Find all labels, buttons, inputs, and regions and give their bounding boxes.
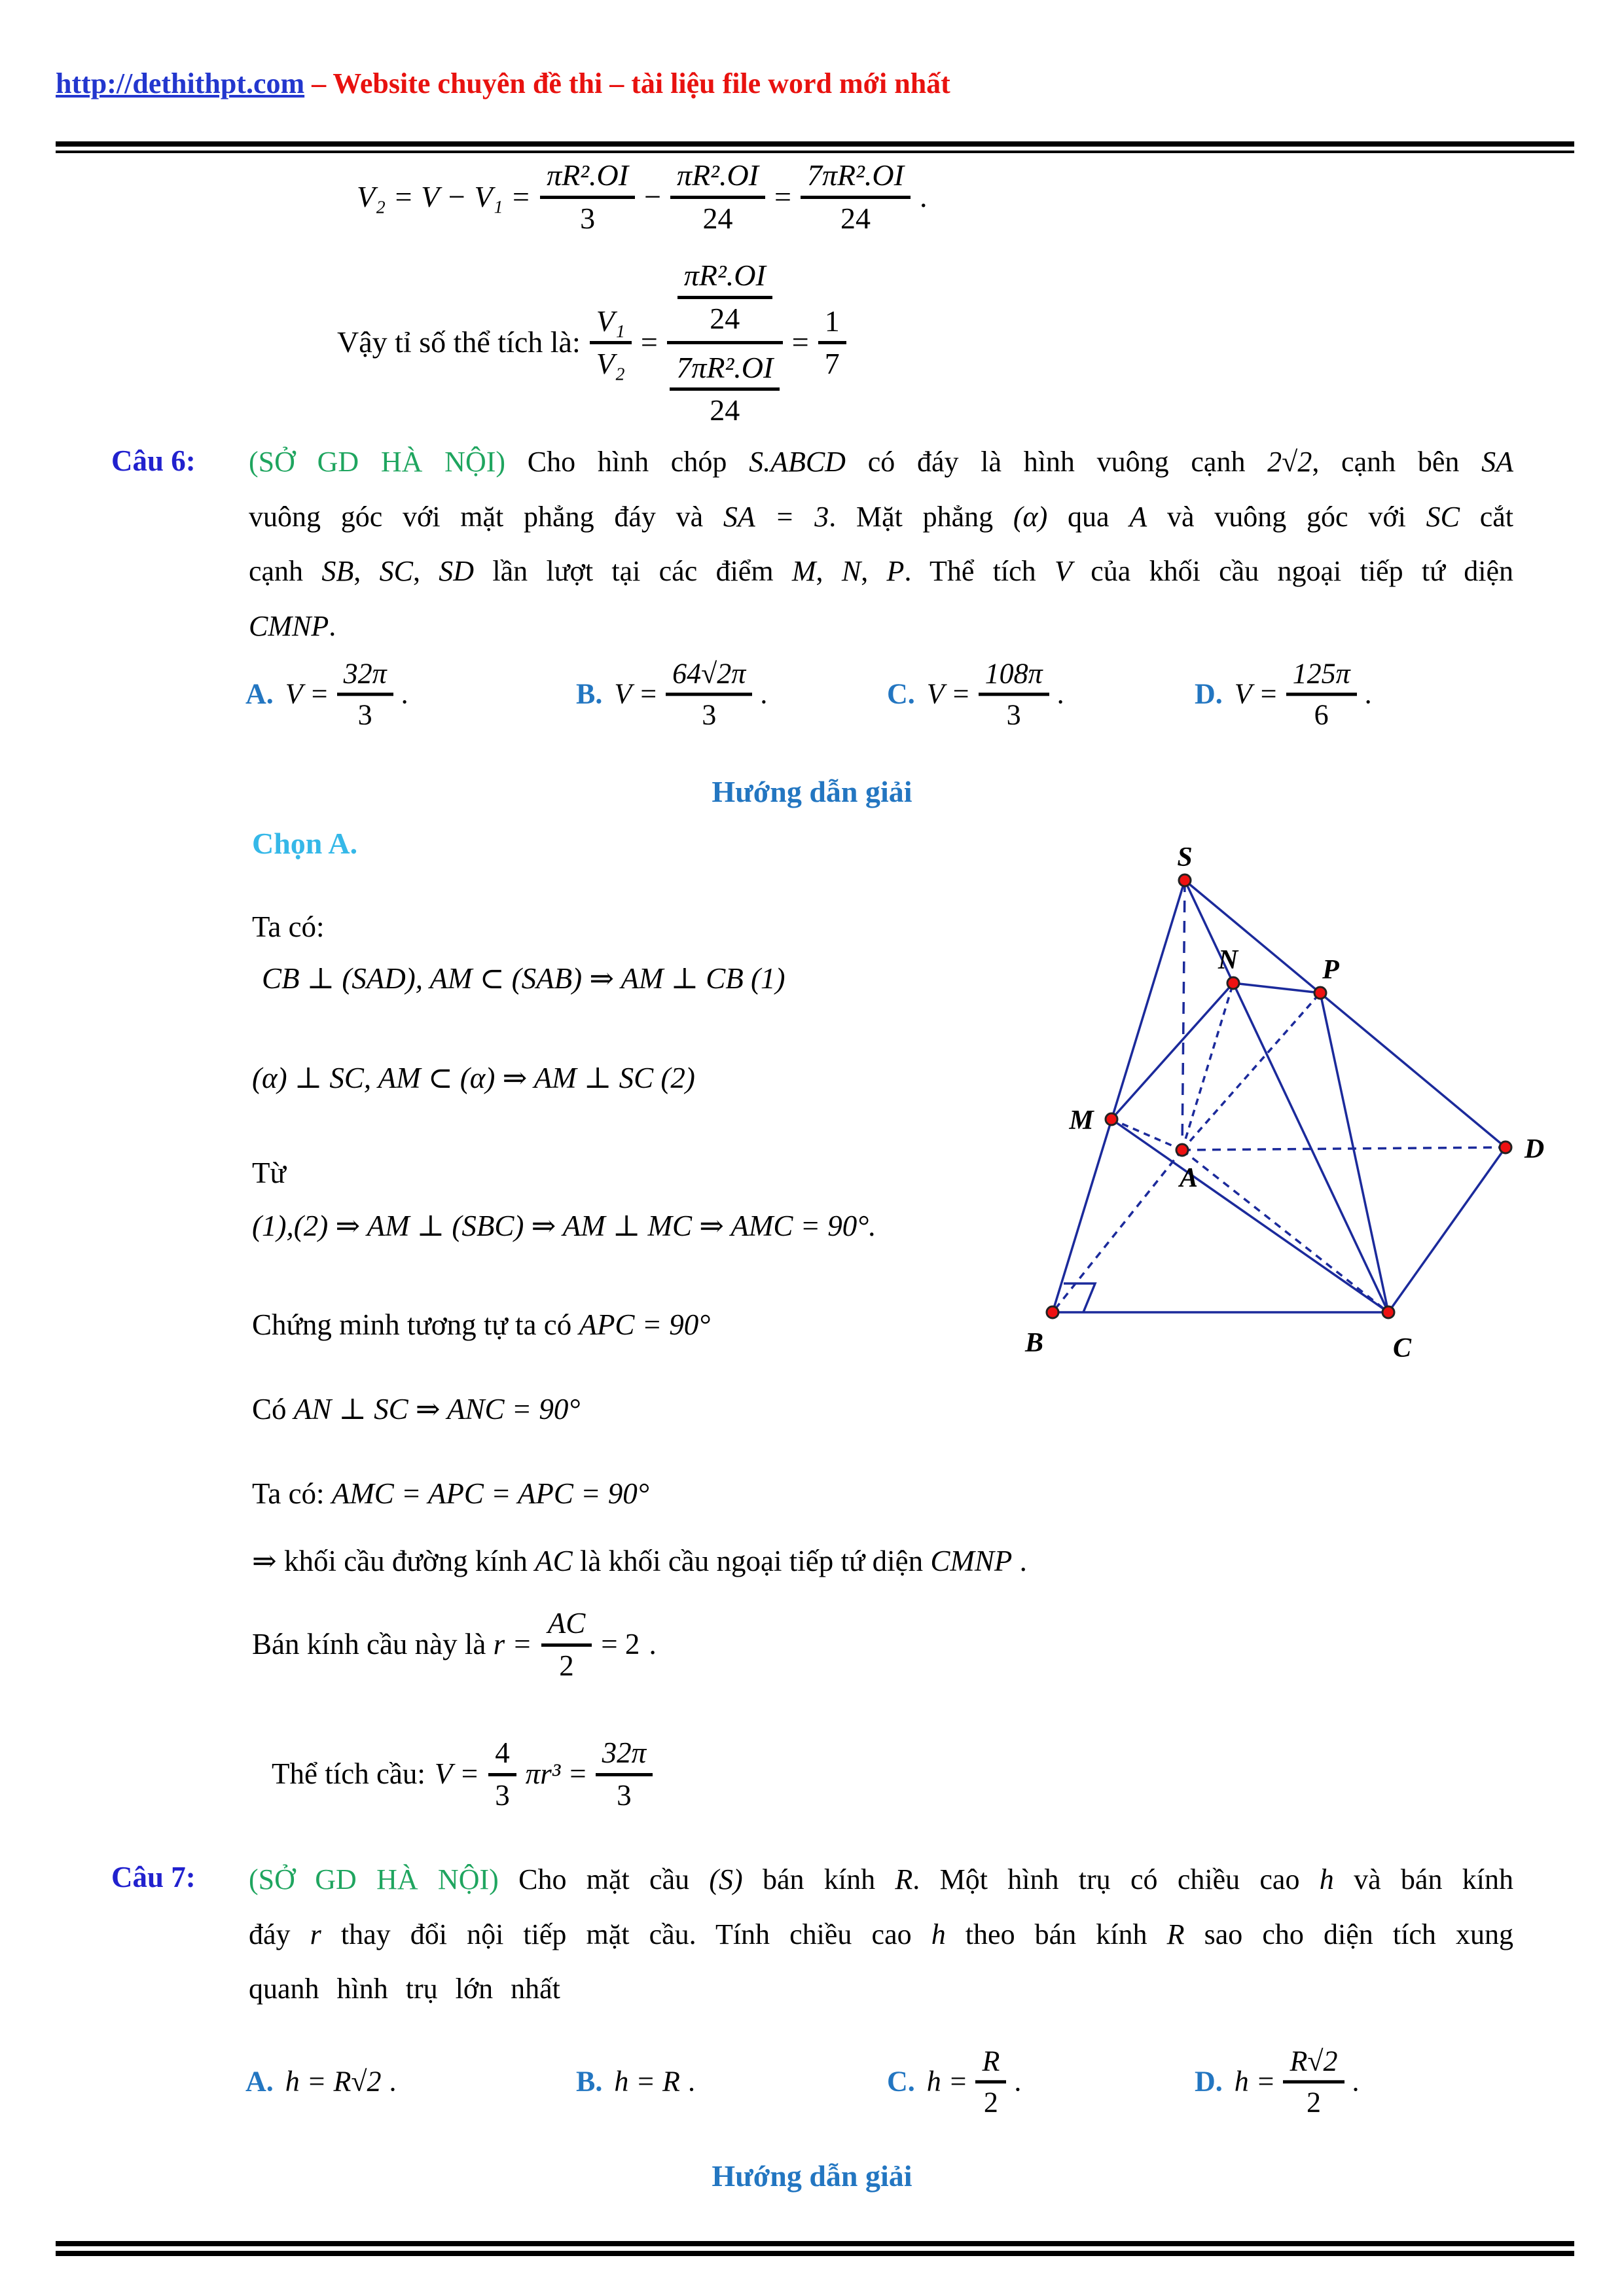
diagram-dashed-edges bbox=[1053, 880, 1506, 1312]
label-B: B bbox=[1024, 1328, 1044, 1358]
q6-text: (SỞ GD HÀ NỘI) Cho hình chóp S.ABCD có đáy là hình vuông cạnh 2√2, cạnh bên SA vuông góc với mặt phẳng đáy và SA = 3. Mặt phẳng (α) qua A và vuông góc với SC cắt cạnh SB, SC, SD lần lượt tại các điểm M, N, P. Thể tích V của khối cầu ngoại tiếp tứ diện CMNP. bbox=[249, 446, 1514, 642]
q6-label: Câu 6: bbox=[111, 444, 196, 477]
formula-ratio bbox=[337, 255, 846, 429]
fraction: $\frac{AC}{2}$ bbox=[541, 1607, 592, 1681]
fraction: $\frac{4}{3}$ bbox=[488, 1736, 516, 1811]
q7-option-d: D. h = $\frac{R√2}{2}$ . bbox=[1195, 2045, 1360, 2119]
label-S: S bbox=[1177, 848, 1193, 872]
q7-label: Câu 7: bbox=[111, 1861, 196, 1893]
diagram-labels bbox=[1024, 848, 1544, 1363]
label-C: C bbox=[1392, 1333, 1412, 1363]
solution-khoicau: ⇒ khối cầu đường kính AC là khối cầu ngoại tiếp tứ diện CMNP . bbox=[252, 1545, 1027, 1577]
solution-volume: Thể tích cầu: V = $\frac{4}{3}$ πr³ = $\frac{32\pi}{3}$ bbox=[272, 1718, 653, 1829]
fraction: $\frac{\text{πR².OI}}{3}$ bbox=[540, 158, 635, 234]
equals-sign: = bbox=[640, 325, 658, 359]
q7-option-b: B. h = R . bbox=[576, 2065, 695, 2098]
formula-v2-lhs: V₂ = V − V₁ = bbox=[357, 179, 532, 213]
fraction: $\frac{32\pi}{3}$ bbox=[596, 1736, 653, 1811]
label-D: D bbox=[1524, 1134, 1545, 1164]
label-N: N bbox=[1218, 945, 1238, 975]
solution-formula-1: CB ⊥ (SAD), AM ⊂ (SAB) ⇒ AM ⊥ CB (1) bbox=[262, 962, 785, 995]
fraction: $\frac{1}{7}$ bbox=[818, 304, 846, 380]
period: . bbox=[919, 179, 928, 213]
solution-formula-2: (α) ⊥ SC, AM ⊂ (α) ⇒ AM ⊥ SC (2) bbox=[252, 1062, 695, 1094]
fraction: $\frac{\text{πR².OI}}{24}$ bbox=[670, 158, 765, 234]
solution-heading: Hướng dẫn giải bbox=[712, 775, 912, 808]
equals-sign: = bbox=[774, 179, 791, 213]
q7-options bbox=[0, 2032, 1624, 2130]
equals-sign: = bbox=[791, 325, 809, 359]
solution-formula-3: (1),(2) ⇒ AM ⊥ (SBC) ⇒ AM ⊥ MC ⇒ AMC = 90°. bbox=[252, 1210, 876, 1242]
formula-v2 bbox=[357, 147, 927, 245]
solution-tu: Từ bbox=[252, 1157, 286, 1189]
solution-taco: Ta có: bbox=[252, 910, 325, 943]
solution-radius: Bán kính cầu này là r = $\frac{AC}{2}$ = 2 . bbox=[252, 1607, 657, 1682]
label-M: M bbox=[1069, 1105, 1094, 1136]
header-link[interactable]: http://dethithpt.com bbox=[56, 67, 305, 99]
q7-option-a: A. h = R√2 . bbox=[245, 2065, 397, 2098]
chosen-answer: Chọn A. bbox=[252, 827, 358, 860]
diagram-solid-edges bbox=[1053, 880, 1506, 1312]
q6-option-b: B. V = $\frac{64√2\pi}{3}$ . bbox=[576, 657, 768, 731]
fraction: $\frac{\text{V₁}}{\text{V₂}}$ bbox=[590, 304, 632, 380]
pyramid-diagram bbox=[969, 848, 1597, 1378]
nested-fraction: $\frac{\frac{\text{πR².OI}}{24}}{\frac{\text{7πR².OI}}{24}}$ bbox=[667, 257, 783, 426]
q6-option-c: C. V = $\frac{108\pi}{3}$ . bbox=[887, 657, 1064, 731]
page-header bbox=[56, 67, 950, 100]
solution-cm: Chứng minh tương tự ta có APC = 90° bbox=[252, 1308, 711, 1341]
label-P: P bbox=[1322, 955, 1339, 985]
q6-option-d: D. V = $\frac{125\pi}{6}$ . bbox=[1195, 657, 1372, 731]
fraction: $\frac{\text{7πR².OI}}{24}$ bbox=[801, 158, 911, 234]
right-angle-mark bbox=[1064, 1283, 1095, 1312]
header-subtitle: – Website chuyên đề thi – tài liệu file word mới nhất bbox=[304, 67, 950, 99]
q6-option-a: A. V = $\frac{32\pi}{3}$ . bbox=[245, 657, 408, 731]
solution-co: Có AN ⊥ SC ⇒ ANC = 90° bbox=[252, 1393, 581, 1426]
ratio-intro: Vậy tỉ số thể tích là: bbox=[337, 325, 581, 359]
q7-option-c: C. h = $\frac{R}{2}$ . bbox=[887, 2045, 1022, 2119]
minus-sign: − bbox=[644, 179, 662, 213]
q7-text: (SỞ GD HÀ NỘI) Cho mặt cầu (S) bán kính R. Một hình trụ có chiều cao h và bán kính đáy r thay đổi nội tiếp mặt cầu. Tính chiều cao h theo bán kính R sao cho diện tích xung quanh hình trụ lớn nhất bbox=[249, 1863, 1513, 2005]
label-A: A bbox=[1179, 1163, 1199, 1193]
solution-heading-2: Hướng dẫn giải bbox=[712, 2159, 912, 2193]
solution-taco2: Ta có: AMC = APC = APC = 90° bbox=[252, 1477, 649, 1510]
q6-options bbox=[0, 645, 1624, 743]
diagram-vertices bbox=[1047, 874, 1511, 1318]
bottom-divider bbox=[56, 2241, 1574, 2256]
